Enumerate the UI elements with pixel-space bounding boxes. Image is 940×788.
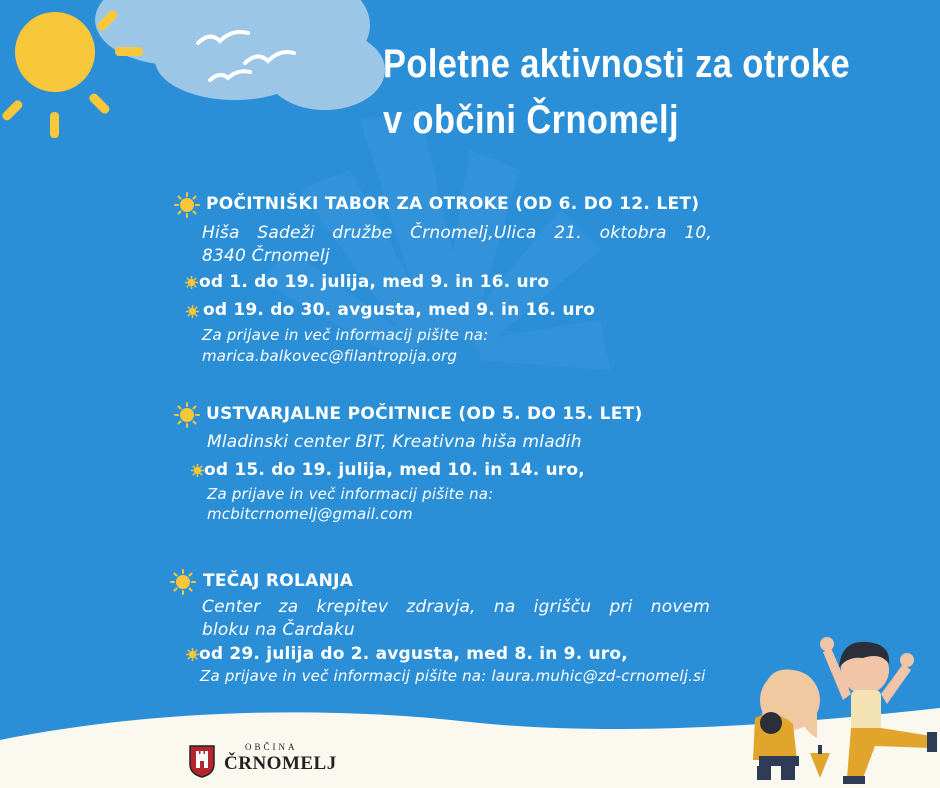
section-location: 8340 Črnomelj <box>202 246 330 266</box>
section-info: Za prijave in več informacij pišite na: <box>202 326 489 344</box>
sun-bullet-icon <box>185 276 198 289</box>
section-info: Za prijave in več informacij pišite na: <box>207 485 494 503</box>
logo-big-text: ČRNOMELJ <box>224 753 337 774</box>
poster-title-line1: Poletne aktivnosti za otroke <box>383 42 851 86</box>
sun-bullet-icon <box>170 569 196 595</box>
section-date: od 19. do 30. avgusta, med 9. in 16. uro <box>203 300 596 320</box>
section-heading: TEČAJ ROLANJA <box>203 571 354 591</box>
section-location: Hiša Sadeži družbe Črnomelj,Ulica 21. oktobra 10, <box>202 223 712 243</box>
section-location: Center za krepitev zdravja, na igrišču pri novem <box>202 597 710 617</box>
sun-icon <box>0 0 150 140</box>
kids-illustration <box>735 628 940 788</box>
crest-logo-icon <box>188 744 216 778</box>
sun-bullet-icon <box>174 192 200 218</box>
poster-title-line2: v občini Črnomelj <box>383 98 679 142</box>
logo-small-text: OBČINA <box>245 742 298 752</box>
section-date: od 29. julija do 2. avgusta, med 8. in 9. uro, <box>199 644 628 664</box>
section-heading: USTVARJALNE POČITNICE (OD 5. DO 15. LET) <box>206 404 643 424</box>
section-location: Mladinski center BIT, Kreativna hiša mladih <box>207 432 582 452</box>
section-info: Za prijave in več informacij pišite na: laura.muhic@zd-crnomelj.si <box>200 667 706 685</box>
sun-bullet-icon <box>174 402 200 428</box>
section-date: od 15. do 19. julija, med 10. in 14. uro, <box>204 460 585 480</box>
section-date: od 1. do 19. julija, med 9. in 16. uro <box>199 272 550 292</box>
sun-bullet-icon <box>186 305 199 318</box>
section-location: bloku na Čardaku <box>202 620 355 640</box>
sun-bullet-icon <box>186 648 199 661</box>
section-email[interactable]: marica.balkovec@filantropija.org <box>202 347 458 365</box>
section-email[interactable]: mcbitcrnomelj@gmail.com <box>207 505 413 523</box>
section-heading: POČITNIŠKI TABOR ZA OTROKE (OD 6. DO 12. LET) <box>206 194 700 214</box>
sun-bullet-icon <box>191 464 204 477</box>
birds-icon <box>190 25 300 95</box>
